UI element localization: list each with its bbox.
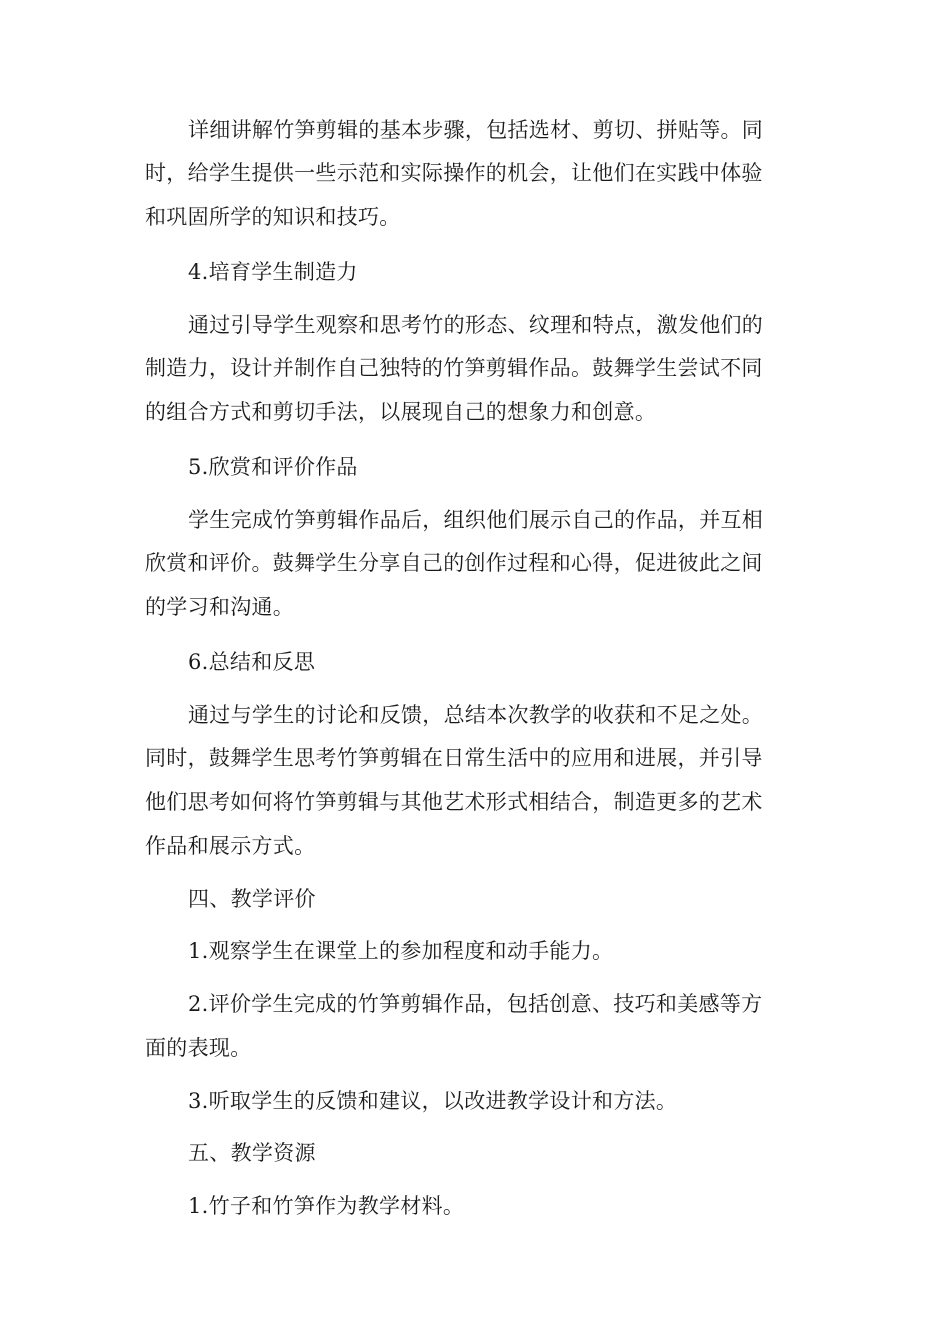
list-item: 1.竹子和竹笋作为教学材料。 — [188, 1194, 465, 1218]
section-heading: 四、教学评价 — [188, 887, 316, 911]
list-item: 1.观察学生在课堂上的参加程度和动手能力。 — [188, 939, 614, 963]
paragraph-line: 时，给学生提供一些示范和实际操作的机会，让他们在实践中体验 — [145, 161, 763, 185]
section-heading: 五、教学资源 — [188, 1141, 316, 1165]
section-heading: 6.总结和反思 — [188, 650, 316, 674]
paragraph-line: 作品和展示方式。 — [145, 834, 316, 858]
paragraph-line: 和巩固所学的知识和技巧。 — [145, 205, 401, 229]
list-item: 3.听取学生的反馈和建议，以改进教学设计和方法。 — [188, 1089, 678, 1113]
paragraph-line: 欣赏和评价。鼓舞学生分享自己的创作过程和心得，促进彼此之间 — [145, 551, 763, 575]
paragraph-line: 详细讲解竹笋剪辑的基本步骤，包括选材、剪切、拼贴等。同 — [188, 118, 764, 142]
paragraph-line: 学生完成竹笋剪辑作品后，组织他们展示自己的作品，并互相 — [188, 508, 764, 532]
paragraph-line: 的组合方式和剪切手法，以展现自己的想象力和创意。 — [145, 400, 657, 424]
section-heading: 4.培育学生制造力 — [188, 260, 358, 284]
paragraph-line: 同时，鼓舞学生思考竹笋剪辑在日常生活中的应用和进展，并引导 — [145, 746, 763, 770]
list-item: 2.评价学生完成的竹笋剪辑作品，包括创意、技巧和美感等方 — [188, 992, 763, 1016]
paragraph-line: 通过引导学生观察和思考竹的形态、纹理和特点，激发他们的 — [188, 313, 764, 337]
section-heading: 5.欣赏和评价作品 — [188, 455, 358, 479]
paragraph-line: 的学习和沟通。 — [145, 595, 295, 619]
paragraph-line: 制造力，设计并制作自己独特的竹笋剪辑作品。鼓舞学生尝试不同 — [145, 356, 763, 380]
list-item-continuation: 面的表现。 — [145, 1036, 252, 1060]
paragraph-line: 通过与学生的讨论和反馈，总结本次教学的收获和不足之处。 — [188, 703, 764, 727]
paragraph-line: 他们思考如何将竹笋剪辑与其他艺术形式相结合，制造更多的艺术 — [145, 790, 763, 814]
